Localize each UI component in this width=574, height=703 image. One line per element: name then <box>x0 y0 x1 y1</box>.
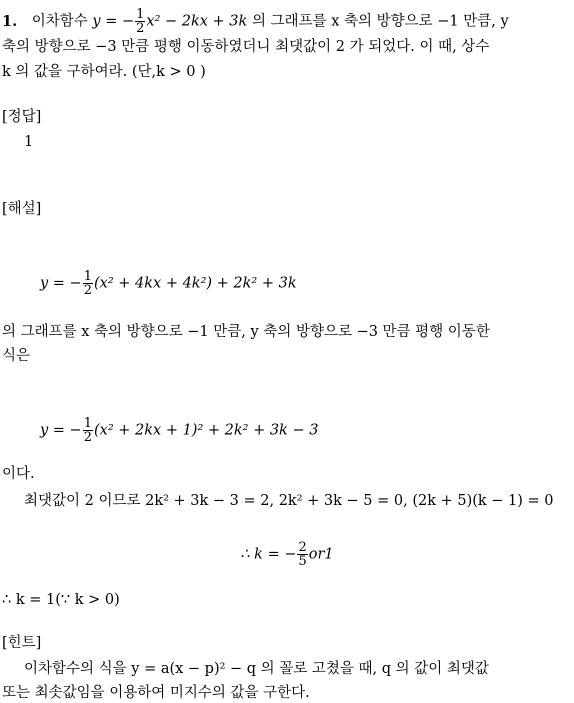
fraction-denominator: 2 <box>83 430 92 445</box>
answer-label: [정답] <box>2 109 42 125</box>
eq2-prefix: y = − <box>40 422 82 439</box>
explanation-conclusion: ∴ k = 1(∵ k > 0) <box>2 592 120 608</box>
problem-fraction <box>135 8 145 35</box>
explanation-text-2: 식은 <box>2 348 31 364</box>
hint-text-1: 이차함수의 식을 y = a(x − p)² − q 의 꼴로 고쳤을 때, q 의 값이 최댓값 <box>24 661 489 677</box>
explanation-equation-3 <box>0 541 574 568</box>
eq2-suffix: (x² + 2kx + 1)² + 2k² + 3k − 3 <box>94 422 319 439</box>
problem-line-1 <box>2 8 572 35</box>
problem-line-1-tail: 의 그래프를 x 축의 방향으로 −1 만큼, y <box>251 13 509 30</box>
explanation-text-4: 최댓값이 2 이므로 2k² + 3k − 3 = 2, 2k² + 3k − 5 = 0, (2k + 5)(k − 1) = 0 <box>24 493 554 509</box>
explanation-equation-1 <box>40 270 572 297</box>
problem-intro-text: 이차함수 <box>31 13 88 30</box>
problem-number: 1. <box>2 12 18 30</box>
fraction-numerator: 1 <box>83 269 92 284</box>
problem-equation-prefix: y = − <box>92 13 135 30</box>
explanation-equation-2 <box>40 417 572 444</box>
fraction-denominator: 2 <box>136 21 145 36</box>
fraction-numerator: 1 <box>136 7 145 22</box>
problem-line-2: 축의 방향으로 −3 만큼 평행 이동하였더니 최댓값이 2 가 되었다. 이 때, 상수 <box>2 39 490 55</box>
fraction-denominator: 5 <box>298 554 307 569</box>
eq3-fraction <box>297 541 307 568</box>
explanation-text-1: 의 그래프를 x 축의 방향으로 −1 만큼, y 축의 방향으로 −3 만큼 평행 이동한 <box>2 324 490 340</box>
hint-text-2: 또는 최솟값임을 이용하여 미지수의 값을 구한다. <box>2 685 310 701</box>
fraction-denominator: 2 <box>83 283 92 298</box>
fraction-numerator: 1 <box>83 416 92 431</box>
answer-value: 1 <box>24 134 34 150</box>
eq1-suffix: (x² + 4kx + 4k²) + 2k² + 3k <box>94 275 297 292</box>
hint-label: [힌트] <box>2 635 42 651</box>
fraction-numerator: 2 <box>298 540 307 555</box>
eq3-prefix: ∴ k = − <box>240 546 297 563</box>
eq1-prefix: y = − <box>40 275 82 292</box>
eq1-fraction <box>83 270 93 297</box>
problem-equation-suffix: x² − 2kx + 3k <box>146 13 248 30</box>
explanation-label: [해설] <box>2 201 42 217</box>
eq2-fraction <box>83 417 93 444</box>
problem-line-3: k 의 값을 구하여라. (단,k > 0 ) <box>2 64 206 80</box>
eq3-suffix: or1 <box>308 546 334 563</box>
explanation-text-3: 이다. <box>2 466 35 482</box>
